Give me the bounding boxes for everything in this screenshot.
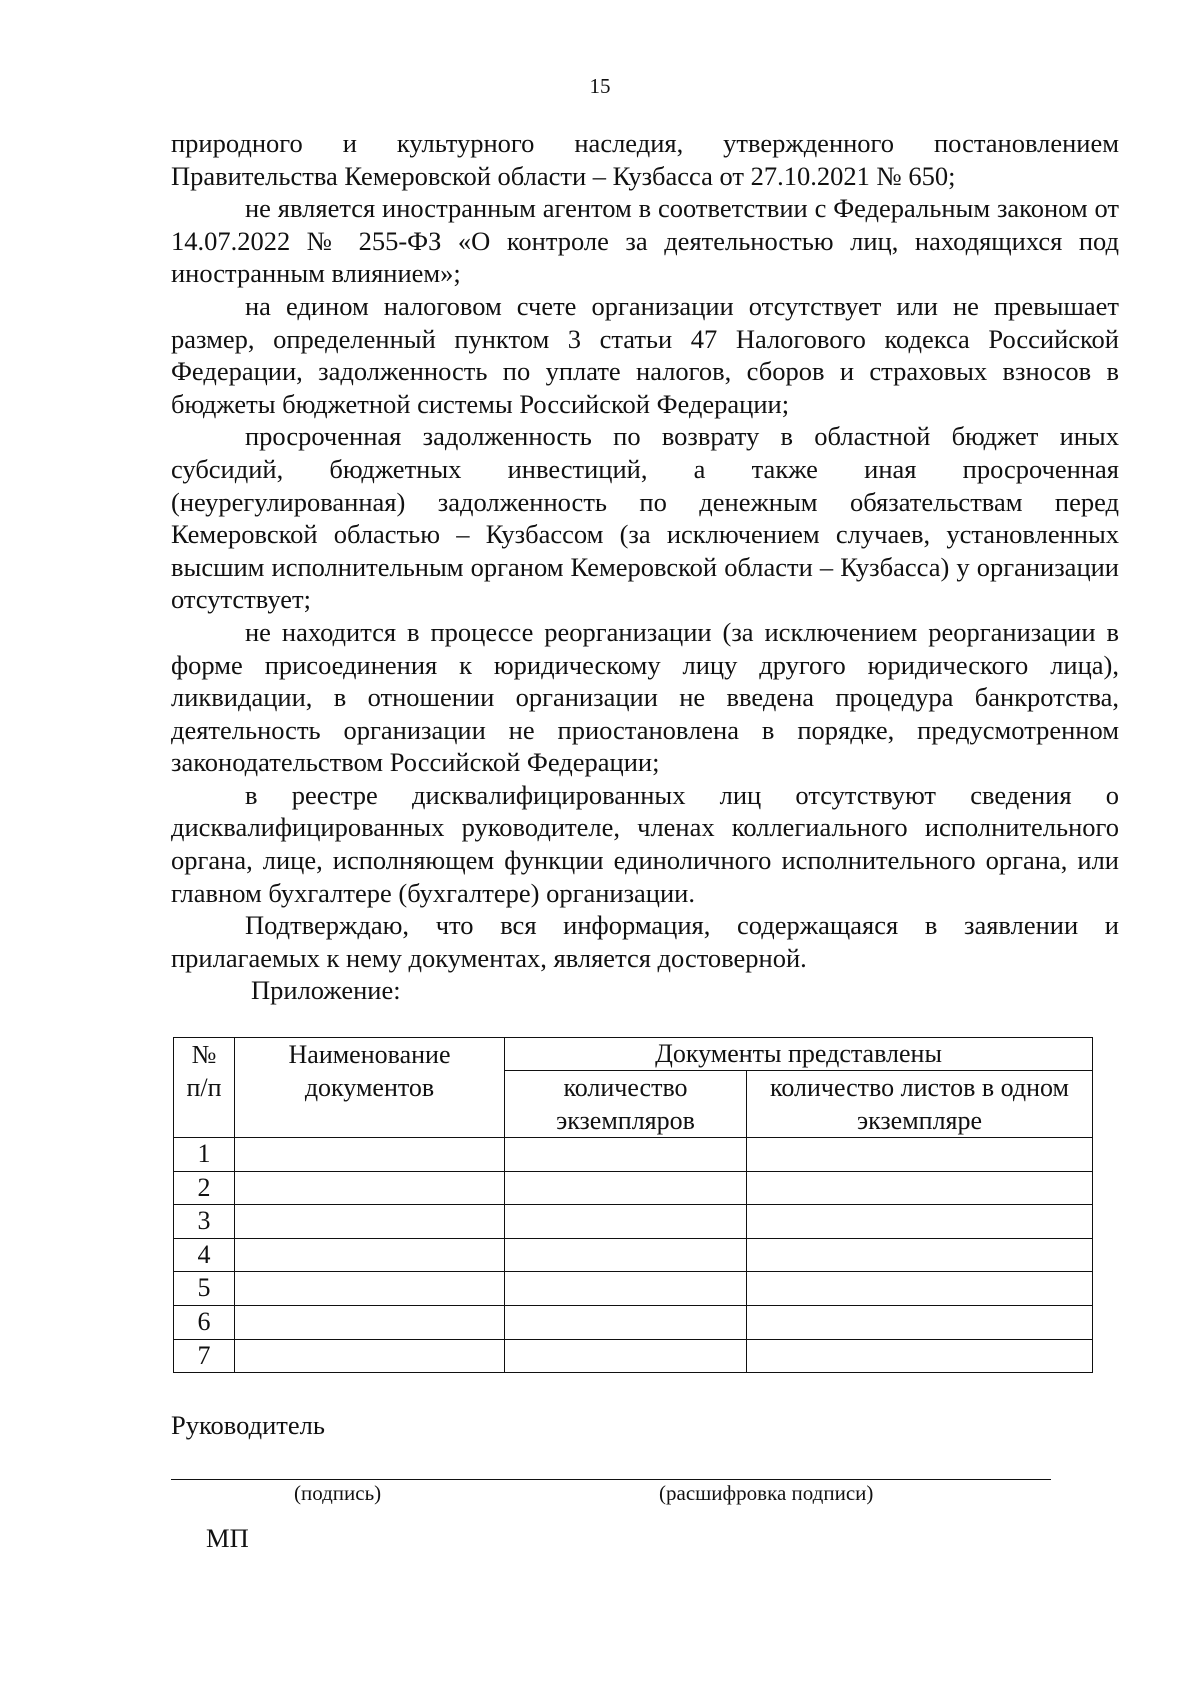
document-name-cell[interactable] [235, 1171, 505, 1205]
column-header-sheets: количество листов в одном экземпляре [747, 1071, 1093, 1138]
row-number: 2 [174, 1171, 235, 1205]
signature-caption: (подпись) [294, 1481, 382, 1505]
paragraph-overdue-debt: просроченная задолженность по возврату в областной бюджет иных субсидий, бюджетных инвестиций, а также иная просроченная (неурегулированная) задолженность по денежным обязательствам перед Кемеровской областью – Кузбассом (за исключением случаев, установленных высшим исполнительным органом Кемеровской области – Кузбасса) у организации отсутствует; [171, 421, 1119, 615]
document-name-cell[interactable] [235, 1272, 505, 1306]
row-number: 6 [174, 1305, 235, 1339]
sheets-cell[interactable] [747, 1171, 1093, 1205]
copies-cell[interactable] [505, 1171, 747, 1205]
table-row [174, 1171, 1093, 1205]
row-number: 5 [174, 1272, 235, 1306]
signature-decode-caption: (расшифровка подписи) [659, 1481, 874, 1505]
sheets-cell[interactable] [747, 1305, 1093, 1339]
row-number: 1 [174, 1138, 235, 1172]
sheets-cell[interactable] [747, 1339, 1093, 1373]
table-row [174, 1272, 1093, 1306]
document-name-cell[interactable] [235, 1238, 505, 1272]
sheets-cell[interactable] [747, 1205, 1093, 1239]
copies-cell[interactable] [505, 1205, 747, 1239]
copies-cell[interactable] [505, 1238, 747, 1272]
paragraph-tax-debt: на едином налоговом счете организации отсутствует или не превышает размер, определенный пунктом 3 статьи 47 Налогового кодекса Российской Федерации, задолженность по уплате налогов, сборов и страховых взносов в бюджеты бюджетной системы Российской Федерации; [171, 290, 1119, 419]
document-name-cell[interactable] [235, 1339, 505, 1373]
column-header-documents-submitted: Документы представлены [505, 1038, 1093, 1071]
document-name-cell[interactable] [235, 1138, 505, 1172]
document-name-cell[interactable] [235, 1305, 505, 1339]
signature-line[interactable] [171, 1479, 1051, 1480]
paragraph-reorganization: не находится в процессе реорганизации (за исключением реорганизации в форме присоединения к юридическому лицу другого юридического лица), ликвидации, в отношении организации не введена процедура банкротства, деятельность организации не приостановлена в порядке, предусмотренном законодательством Российской Федерации; [171, 616, 1119, 778]
sheets-cell[interactable] [747, 1238, 1093, 1272]
table-row [174, 1138, 1093, 1172]
appendix-label: Приложение: [251, 975, 401, 1006]
appendix-table [173, 1037, 1093, 1373]
table-row [174, 1205, 1093, 1239]
document-name-cell[interactable] [235, 1205, 505, 1239]
paragraph-heritage: природного и культурного наследия, утвержденного постановлением Правительства Кемеровской области – Кузбасса от 27.10.2021 № 650; [171, 128, 1119, 191]
table-row [174, 1238, 1093, 1272]
copies-cell[interactable] [505, 1339, 747, 1373]
table-row [174, 1305, 1093, 1339]
sheets-cell[interactable] [747, 1138, 1093, 1172]
row-number: 4 [174, 1238, 235, 1272]
column-header-number: № п/п [174, 1038, 235, 1138]
column-header-document-name: Наименование документов [235, 1038, 505, 1138]
copies-cell[interactable] [505, 1305, 747, 1339]
paragraph-disqualified-registry: в реестре дисквалифицированных лиц отсутствуют сведения о дисквалифицированных руководителе, членах коллегиального исполнительного органа, лице, исполняющем функции единоличного исполнительного органа, или главном бухгалтере (бухгалтере) организации. [171, 779, 1119, 908]
document-body [171, 127, 1119, 1007]
paragraph-confirmation: Подтверждаю, что вся информация, содержащаяся в заявлении и прилагаемых к нему документах, является достоверной. [171, 910, 1119, 973]
table-row [174, 1339, 1093, 1373]
paragraph-foreign-agent: не является иностранным агентом в соответствии с Федеральным законом от 14.07.2022 № 255-ФЗ «О контроле за деятельностью лиц, находящихся под иностранным влиянием»; [171, 193, 1119, 289]
page-number: 15 [589, 74, 611, 98]
signature-title: Руководитель [171, 1410, 325, 1440]
stamp-label: МП [206, 1523, 249, 1553]
column-header-copies: количество экземпляров [505, 1071, 747, 1138]
copies-cell[interactable] [505, 1138, 747, 1172]
row-number: 3 [174, 1205, 235, 1239]
row-number: 7 [174, 1339, 235, 1373]
copies-cell[interactable] [505, 1272, 747, 1306]
sheets-cell[interactable] [747, 1272, 1093, 1306]
